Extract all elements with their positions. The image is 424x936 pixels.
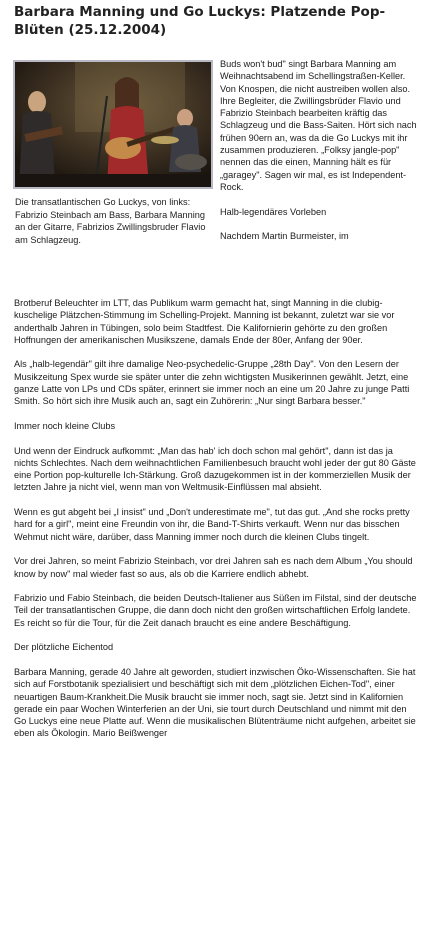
paragraph-5: Vor drei Jahren, so meint Fabrizio Steinbach, vor drei Jahren sah es nach dem Album „You should know by now" mal wieder fast so aus, als ob die Karriere endlich abhebt.	[14, 556, 413, 579]
band-photo-illustration	[15, 62, 211, 187]
photo-caption: Die transatlantischen Go Luckys, von links: Fabrizio Steinbach am Bass, Barbara Manning an der Gitarre, Fabrizios Zwillingsbruder Flavio am Schlagzeug.	[15, 197, 206, 245]
intro-paragraph: Buds won't bud" singt Barbara Manning am Weihnachtsabend im Schellingstraßen-Keller. Von Knospen, die nicht austreiben wollen also. Ihre Begleiter, die Zwillingsbrüder Flavio und Fabrizio Steinbach bearbeiten kräftig das Schlagzeug und die Bass-Saiten. Hört sich nach frühen 90ern an, was da die Go Luckys mit ihr zusammen produzieren. „Folksy jangle-pop" nennen das die einen, Manning hält es für „garagey". Sagen wir mal, es ist Independent-Rock.	[220, 59, 417, 192]
paragraph-7: Barbara Manning, gerade 40 Jahre alt geworden, studiert inzwischen Öko-Wissenschaften. Sie hat sich auf Forstbotanik spezialisiert und beschäftigt sich mit dem „plötzlichen Eichen-Tod", einer neuartigen Baum-Krankheit.Die Musik braucht sie immer noch, sagt sie. Jetzt sind in Kalifornien gerade ein paar Wochen Winterferien an der Uni, sie tourt durch Deutschland und nimmt mit den Go Luckys eine neue Platte auf. Wenn die musikalischen Blütenträume nicht aufgehen, arbeitet sie eben als Ökologin. Mario Beißwenger	[14, 666, 416, 739]
heading-der-ploetzliche-eichentod: Der plötzliche Eichentod	[14, 642, 114, 653]
article-body	[14, 297, 418, 752]
paragraph-1-start: Nachdem Martin Burmeister, im	[220, 231, 349, 242]
band-photo	[13, 60, 213, 189]
article-title: Barbara Manning und Go Luckys: Platzende Pop-Blüten (25.12.2004)	[14, 4, 386, 38]
paragraph-1-rest: Brotberuf Beleuchter im LTT, das Publikum warm gemacht hat, singt Manning in die clubig-kuschelige Plätzchen-Stimmung im Schelling-Projekt. Manning ist bekannt, zuletzt war sie vor anderthalb Jahren in Tübingen, solo beim Stadtfest. Die Kalifornierin gehörte zu den großen Hoffnungen der amerikanischen Musikszene, damals Ende der 80er, Anfang der 90er.	[14, 298, 395, 345]
heading-immer-noch-kleine-clubs: Immer noch kleine Clubs	[14, 420, 116, 431]
paragraph-4: Wenn es gut abgeht bei „I insist" und „Don't underestimate me", tut das gut. „And she rocks pretty hard for a girl", meint eine Freundin von ihr, die Band-T-Shirts verkauft. Wenn nur das bisschen Wehmut nicht wäre, darüber, dass Manning immer noch durch die kleinen Clubs tingelt.	[14, 507, 410, 542]
photo-figure	[13, 60, 214, 246]
paragraph-2: Als „halb-legendär" gilt ihre damalige Neo-psychedelic-Gruppe „28th Day". Von den Lesern der Musikzeitung Spex wurde sie später unter die zehn wichtigsten Musikerinnen gewählt. Jetzt, eine ganze Latte von LPs und CDs später, erinnert sie immer noch an eine um 20 Jahre zu junge Patti Smith. So hört sich ihre Musik auch an, sagt ein Zuhörerin: „Nur singt Barbara besser."	[14, 359, 410, 407]
intro-column	[220, 58, 420, 242]
paragraph-6: Fabrizio und Fabio Steinbach, die beiden Deutsch-Italiener aus Süßen im Filstal, sind der deutsche Teil der transatlantischen Gruppe, die dann doch nicht den großen wirtschaftlichen Erfolg landete. Es reicht so für die Tour, für die Zeit danach braucht es eine andere Beschäftigung.	[14, 593, 417, 628]
paragraph-3: Und wenn der Eindruck aufkommt: „Man das hab' ich doch schon mal gehört", dann ist das ja nichts Schlechtes. Nach dem weihnachtlichen Familienbesuch braucht wohl jeder der gut 80 Gäste eine Portion pop-kulturelle Ich-Stärkung. Groß dazugekommen ist in der kommerziellen Musik der letzten Jahre ja nicht viel, wenn man von Weltmusik-Einflüssen mal absieht.	[14, 445, 416, 493]
heading-halb-legendaeres-vorleben: Halb-legendäres Vorleben	[220, 206, 327, 217]
